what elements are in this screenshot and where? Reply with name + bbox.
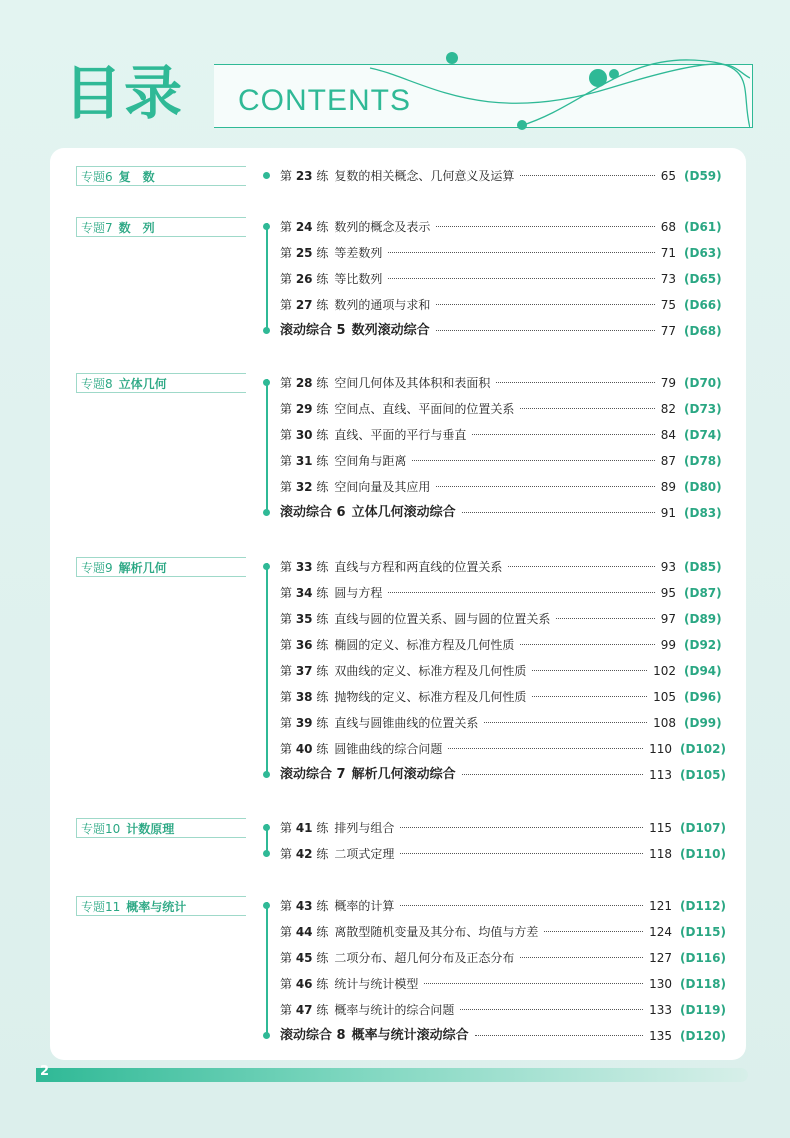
bullet-dot-icon bbox=[263, 509, 270, 516]
dot-leader bbox=[388, 583, 654, 593]
section-name: 复 数 bbox=[118, 170, 155, 184]
entry-title: 概率与统计的综合问题 bbox=[334, 1003, 455, 1017]
entry-number: 第 26 练 bbox=[280, 272, 329, 286]
entry-number: 第 32 练 bbox=[280, 480, 329, 494]
entry-answer-ref: (D83) bbox=[684, 506, 722, 520]
entry-page: 93 bbox=[660, 560, 676, 574]
entry-answer-ref: (D119) bbox=[680, 1003, 726, 1017]
dot-leader bbox=[436, 295, 654, 305]
dot-leader bbox=[462, 765, 644, 775]
entry-number: 第 31 练 bbox=[280, 454, 329, 468]
toc-entry[interactable] bbox=[280, 557, 726, 577]
entry-page: 102 bbox=[653, 664, 676, 678]
entry-answer-ref: (D118) bbox=[680, 977, 726, 991]
entry-page: 65 bbox=[660, 169, 676, 183]
entry-page: 91 bbox=[660, 506, 676, 520]
entry-answer-ref: (D65) bbox=[684, 272, 722, 286]
section-name: 立体几何 bbox=[118, 377, 167, 391]
entry-page: 82 bbox=[660, 402, 676, 416]
entry-page: 97 bbox=[660, 612, 676, 626]
entry-answer-ref: (D61) bbox=[684, 220, 722, 234]
entry-title: 抛物线的定义、标准方程及几何性质 bbox=[334, 690, 527, 704]
section-name: 计数原理 bbox=[126, 822, 175, 836]
toc-entry[interactable] bbox=[280, 818, 726, 838]
entry-number: 第 24 练 bbox=[280, 220, 329, 234]
entry-answer-ref: (D99) bbox=[684, 716, 722, 730]
entry-number: 第 36 练 bbox=[280, 638, 329, 652]
entry-answer-ref: (D59) bbox=[684, 169, 722, 183]
dot-leader bbox=[400, 896, 643, 906]
entry-page: 121 bbox=[649, 899, 673, 913]
entry-page: 87 bbox=[660, 454, 676, 468]
entry-title: 直线与方程和两直线的位置关系 bbox=[334, 560, 503, 574]
entry-title: 数列滚动综合 bbox=[351, 323, 430, 338]
entry-title: 直线、平面的平行与垂直 bbox=[334, 428, 467, 442]
entry-answer-ref: (D78) bbox=[684, 454, 722, 468]
dot-leader bbox=[436, 321, 655, 331]
dot-leader bbox=[520, 948, 643, 958]
toc-entry[interactable] bbox=[280, 425, 726, 445]
entry-answer-ref: (D115) bbox=[680, 925, 726, 939]
entry-answer-ref: (D73) bbox=[684, 402, 722, 416]
entry-number: 第 42 练 bbox=[280, 847, 329, 861]
entry-title: 概率与统计滚动综合 bbox=[351, 1028, 469, 1043]
section-bracket bbox=[266, 563, 268, 775]
entry-page: 95 bbox=[660, 586, 676, 600]
entry-answer-ref: (D66) bbox=[684, 298, 722, 312]
entry-title: 等比数列 bbox=[334, 272, 383, 286]
entry-number: 第 23 练 bbox=[280, 169, 329, 183]
dot-leader bbox=[412, 451, 654, 461]
toc-entry[interactable] bbox=[280, 609, 726, 629]
toc-entry[interactable] bbox=[280, 739, 726, 759]
dot-leader bbox=[532, 661, 647, 671]
toc-entry[interactable] bbox=[280, 635, 726, 655]
bullet-dot-icon bbox=[263, 563, 270, 570]
entry-number: 滚动综合 5 bbox=[280, 323, 346, 338]
entry-number: 第 47 练 bbox=[280, 1003, 329, 1017]
bullet-dot-icon bbox=[263, 850, 270, 857]
section-label bbox=[76, 373, 246, 393]
section-bracket bbox=[266, 223, 268, 331]
toc-entry[interactable] bbox=[280, 765, 726, 785]
dot-leader bbox=[484, 713, 647, 723]
entry-number: 第 29 练 bbox=[280, 402, 329, 416]
toc-entry[interactable] bbox=[280, 269, 726, 289]
bullet-dot-icon bbox=[263, 223, 270, 230]
bullet-dot-icon bbox=[263, 771, 270, 778]
entry-title: 二项分布、超几何分布及正态分布 bbox=[334, 951, 515, 965]
toc-entry[interactable] bbox=[280, 217, 726, 237]
entry-number: 第 40 练 bbox=[280, 742, 329, 756]
entry-page: 127 bbox=[649, 951, 673, 965]
entry-answer-ref: (D85) bbox=[684, 560, 722, 574]
dot-leader bbox=[462, 503, 655, 513]
bullet-dot-icon bbox=[263, 172, 270, 179]
toc-entry[interactable] bbox=[280, 844, 726, 864]
bullet-dot-icon bbox=[263, 824, 270, 831]
section-name: 数 列 bbox=[118, 221, 155, 235]
entry-title: 椭圆的定义、标准方程及几何性质 bbox=[334, 638, 515, 652]
section-name: 概率与统计 bbox=[126, 900, 187, 914]
dot-leader bbox=[475, 1026, 644, 1036]
bullet-dot-icon bbox=[263, 902, 270, 909]
toc-entry[interactable] bbox=[280, 295, 726, 315]
entry-title: 数列的概念及表示 bbox=[334, 220, 431, 234]
entry-title: 离散型随机变量及其分布、均值与方差 bbox=[334, 925, 539, 939]
entry-page: 71 bbox=[660, 246, 676, 260]
entry-number: 第 39 练 bbox=[280, 716, 329, 730]
entry-page: 130 bbox=[649, 977, 673, 991]
entry-title: 圆与方程 bbox=[334, 586, 383, 600]
entry-answer-ref: (D94) bbox=[684, 664, 722, 678]
entry-number: 第 38 练 bbox=[280, 690, 329, 704]
entry-page: 118 bbox=[649, 847, 673, 861]
entry-page: 133 bbox=[649, 1003, 673, 1017]
entry-page: 108 bbox=[653, 716, 676, 730]
entry-title: 空间角与距离 bbox=[334, 454, 407, 468]
dot-leader bbox=[388, 243, 654, 253]
bullet-dot-icon bbox=[263, 1032, 270, 1039]
section-name: 解析几何 bbox=[118, 561, 167, 575]
dot-leader bbox=[508, 557, 654, 567]
dot-leader bbox=[388, 269, 654, 279]
entry-number: 第 33 练 bbox=[280, 560, 329, 574]
dot-leader bbox=[436, 217, 654, 227]
entry-page: 110 bbox=[649, 742, 673, 756]
section-prefix: 专题10 bbox=[81, 822, 121, 836]
entry-number: 第 46 练 bbox=[280, 977, 329, 991]
entry-number: 第 37 练 bbox=[280, 664, 329, 678]
entry-number: 滚动综合 8 bbox=[280, 1028, 346, 1043]
toc-entry[interactable] bbox=[280, 974, 726, 994]
entry-number: 第 34 练 bbox=[280, 586, 329, 600]
dot-leader bbox=[436, 477, 654, 487]
entry-number: 第 41 练 bbox=[280, 821, 329, 835]
entry-page: 89 bbox=[660, 480, 676, 494]
entry-answer-ref: (D105) bbox=[680, 768, 726, 782]
entry-number: 第 44 练 bbox=[280, 925, 329, 939]
entry-answer-ref: (D70) bbox=[684, 376, 722, 390]
dot-leader bbox=[460, 1000, 643, 1010]
entry-number: 第 30 练 bbox=[280, 428, 329, 442]
dot-leader bbox=[556, 609, 654, 619]
footer-band bbox=[36, 1068, 748, 1082]
toc-entry[interactable] bbox=[280, 399, 726, 419]
entry-number: 第 27 练 bbox=[280, 298, 329, 312]
entry-number: 第 25 练 bbox=[280, 246, 329, 260]
entry-title: 空间几何体及其体积和表面积 bbox=[334, 376, 491, 390]
dot-leader bbox=[424, 974, 643, 984]
entry-answer-ref: (D92) bbox=[684, 638, 722, 652]
section-prefix: 专题7 bbox=[81, 221, 113, 235]
toc-entry[interactable] bbox=[280, 503, 726, 523]
section-prefix: 专题9 bbox=[81, 561, 113, 575]
page-title: 目录 bbox=[64, 59, 185, 127]
entry-page: 73 bbox=[660, 272, 676, 286]
entry-answer-ref: (D89) bbox=[684, 612, 722, 626]
entry-page: 124 bbox=[649, 925, 673, 939]
section-prefix: 专题6 bbox=[81, 170, 113, 184]
entry-title: 排列与组合 bbox=[334, 821, 395, 835]
entry-answer-ref: (D107) bbox=[680, 821, 726, 835]
section-label bbox=[76, 166, 246, 186]
entry-title: 解析几何滚动综合 bbox=[351, 767, 456, 782]
section-label bbox=[76, 217, 246, 237]
entry-number: 滚动综合 7 bbox=[280, 767, 346, 782]
toc-entry[interactable] bbox=[280, 583, 726, 603]
dot-leader bbox=[520, 399, 654, 409]
entry-page: 99 bbox=[660, 638, 676, 652]
entry-title: 直线与圆锥曲线的位置关系 bbox=[334, 716, 479, 730]
entry-title: 复数的相关概念、几何意义及运算 bbox=[334, 169, 515, 183]
page-subtitle: CONTENTS bbox=[238, 84, 411, 117]
toc-entry[interactable] bbox=[280, 922, 726, 942]
entry-page: 77 bbox=[660, 324, 676, 338]
entry-number: 第 43 练 bbox=[280, 899, 329, 913]
entry-answer-ref: (D63) bbox=[684, 246, 722, 260]
entry-answer-ref: (D116) bbox=[680, 951, 726, 965]
toc-entry[interactable] bbox=[280, 243, 726, 263]
entry-answer-ref: (D110) bbox=[680, 847, 726, 861]
dot-leader bbox=[544, 922, 643, 932]
entry-title: 空间向量及其应用 bbox=[334, 480, 431, 494]
section-prefix: 专题11 bbox=[81, 900, 121, 914]
entry-answer-ref: (D102) bbox=[680, 742, 726, 756]
section-bracket bbox=[266, 902, 268, 1036]
entry-answer-ref: (D68) bbox=[684, 324, 722, 338]
bullet-dot-icon bbox=[263, 327, 270, 334]
section-bracket bbox=[266, 379, 268, 513]
dot-leader bbox=[400, 818, 643, 828]
entry-title: 立体几何滚动综合 bbox=[351, 505, 456, 520]
section-label bbox=[76, 557, 246, 577]
decorative-curves-icon bbox=[360, 48, 750, 138]
section-prefix: 专题8 bbox=[81, 377, 113, 391]
dot-leader bbox=[400, 844, 643, 854]
toc-entry[interactable] bbox=[280, 373, 726, 393]
entry-title: 概率的计算 bbox=[334, 899, 395, 913]
entry-answer-ref: (D96) bbox=[684, 690, 722, 704]
entry-answer-ref: (D87) bbox=[684, 586, 722, 600]
toc-entry[interactable] bbox=[280, 321, 726, 341]
entry-title: 二项式定理 bbox=[334, 847, 395, 861]
entry-title: 圆锥曲线的综合问题 bbox=[334, 742, 443, 756]
toc-entry[interactable] bbox=[280, 1026, 726, 1046]
entry-number: 第 35 练 bbox=[280, 612, 329, 626]
entry-page: 75 bbox=[660, 298, 676, 312]
entry-number: 第 45 练 bbox=[280, 951, 329, 965]
entry-title: 数列的通项与求和 bbox=[334, 298, 431, 312]
page-number: 2 bbox=[40, 1064, 50, 1079]
entry-page: 68 bbox=[660, 220, 676, 234]
toc-entry[interactable] bbox=[280, 896, 726, 916]
toc-entry[interactable] bbox=[280, 166, 726, 186]
toc-entry[interactable] bbox=[280, 477, 726, 497]
entry-page: 84 bbox=[660, 428, 676, 442]
section-label bbox=[76, 818, 246, 838]
entry-answer-ref: (D112) bbox=[680, 899, 726, 913]
toc-entry[interactable] bbox=[280, 948, 726, 968]
bullet-dot-icon bbox=[263, 379, 270, 386]
entry-page: 105 bbox=[653, 690, 676, 704]
section-label bbox=[76, 896, 246, 916]
entry-answer-ref: (D120) bbox=[680, 1029, 726, 1043]
entry-answer-ref: (D74) bbox=[684, 428, 722, 442]
entry-title: 直线与圆的位置关系、圆与圆的位置关系 bbox=[334, 612, 551, 626]
entry-title: 双曲线的定义、标准方程及几何性质 bbox=[334, 664, 527, 678]
dot-leader bbox=[448, 739, 643, 749]
entry-number: 第 28 练 bbox=[280, 376, 329, 390]
toc-entry[interactable] bbox=[280, 451, 726, 471]
entry-page: 79 bbox=[660, 376, 676, 390]
toc-entry[interactable] bbox=[280, 661, 726, 681]
entry-answer-ref: (D80) bbox=[684, 480, 722, 494]
toc-entry[interactable] bbox=[280, 1000, 726, 1020]
dot-leader bbox=[532, 687, 647, 697]
dot-leader bbox=[496, 373, 654, 383]
toc-entry[interactable] bbox=[280, 713, 726, 733]
dot-leader bbox=[472, 425, 654, 435]
entry-title: 统计与统计模型 bbox=[334, 977, 419, 991]
dot-leader bbox=[520, 635, 654, 645]
entry-page: 115 bbox=[649, 821, 673, 835]
entry-number: 滚动综合 6 bbox=[280, 505, 346, 520]
entry-page: 135 bbox=[649, 1029, 673, 1043]
entry-page: 113 bbox=[649, 768, 673, 782]
entry-title: 等差数列 bbox=[334, 246, 383, 260]
entry-title: 空间点、直线、平面间的位置关系 bbox=[334, 402, 515, 416]
dot-leader bbox=[520, 166, 654, 176]
toc-entry[interactable] bbox=[280, 687, 726, 707]
